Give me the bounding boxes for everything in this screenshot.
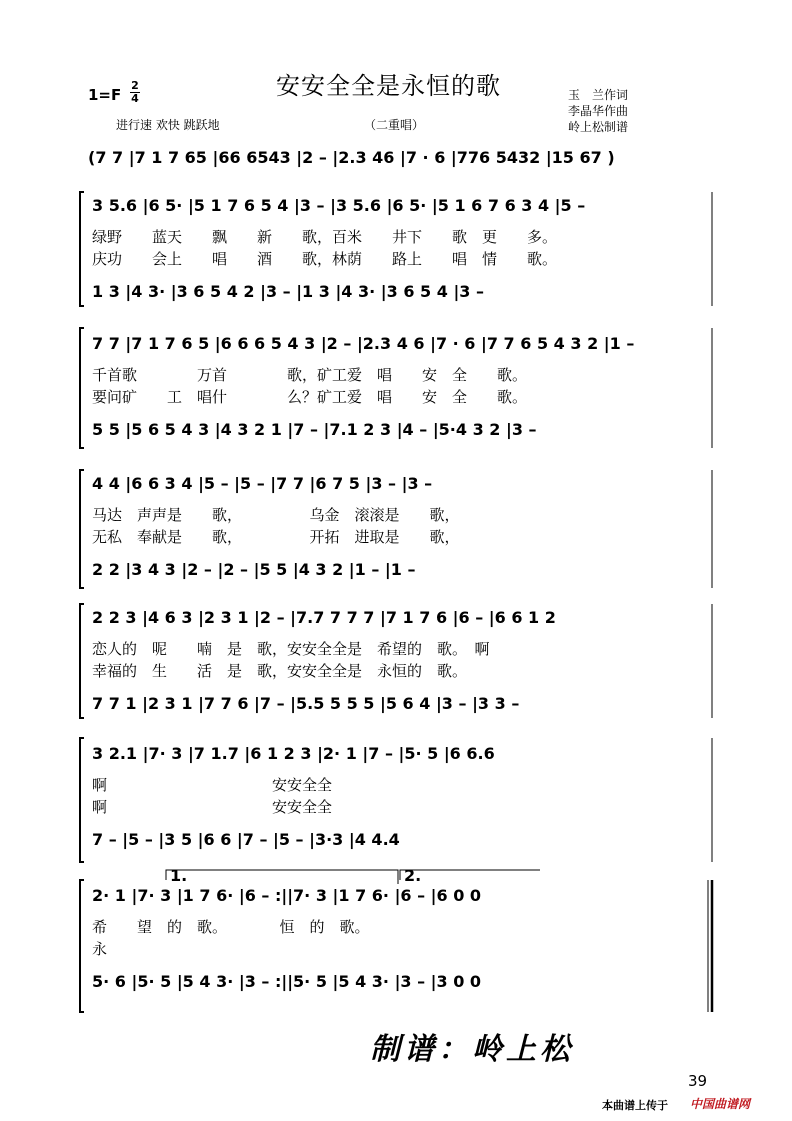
key-signature: 1=F [88, 86, 122, 104]
upper-voice-notes: 7 7 |7 1 7 6 5 |6 6 6 5 4 3 |2 – |2.3 4 6 |7 · 6 |7 7 6 5 4 3 2 |1 – [92, 334, 635, 353]
engraver-signature: 制谱：岭上松 [370, 1032, 574, 1067]
volta-1-label: 1. [170, 866, 188, 885]
upper-voice-notes: 2 2 3 |4 6 3 |2 3 1 |2 – |7.7 7 7 7 |7 1 7 6 |6 – |6 6 1 2 [92, 608, 556, 627]
lower-voice-notes: 7 – |5 – |3 5 |6 6 |7 – |5 – |3·3 |4 4.4 [92, 830, 400, 849]
lyric-verse-2: 啊 安安全全 [92, 798, 333, 816]
engraver-credit: 岭上松制谱 [568, 120, 629, 134]
lyric-verse-1: 马达 声声是 歌， 乌金 滚滚是 歌， [92, 506, 460, 524]
lower-voice-notes: 5· 6 |5· 5 |5 4 3· |3 – :||5· 5 |5 4 3· |3 – |3 0 0 [92, 972, 482, 991]
duet-marking: （二重唱） [364, 118, 425, 132]
upper-voice-notes: 2· 1 |7· 3 |1 7 6· |6 – :||7· 3 |1 7 6· |6 – |6 0 0 [92, 886, 482, 905]
lyric-verse-1: 希 望 的 歌。 恒 的 歌。 [92, 918, 370, 936]
composer-credit: 李晶华作曲 [568, 104, 629, 118]
time-signature-bottom: 4 [131, 92, 139, 105]
lyric-verse-2: 要问矿 工 唱什 么？矿工爱 唱 安 全 歌。 [92, 388, 528, 406]
upload-note: 本曲谱上传于 [602, 1099, 668, 1112]
time-signature-top: 2 [131, 79, 139, 92]
lyric-verse-1: 恋人的 呢 喃 是 歌，安安全全是 希望的 歌。 啊 [92, 640, 490, 658]
site-logo[interactable]: 中国曲谱网 [690, 1097, 751, 1111]
lyric-verse-2: 永 [92, 940, 108, 958]
volta-2-label: 2. [404, 866, 422, 885]
song-title: 安安全全是永恒的歌 [276, 72, 501, 100]
lower-voice-notes: 5 5 |5 6 5 4 3 |4 3 2 1 |7 – |7.1 2 3 |4 – |5·4 3 2 |3 – [92, 420, 537, 439]
page-number: 39 [688, 1072, 708, 1090]
lyric-verse-2: 幸福的 生 活 是 歌，安安全全是 永恒的 歌。 [92, 662, 468, 680]
tempo-marking: 进行速 欢快 跳跃地 [116, 118, 220, 132]
lower-voice-notes: 2 2 |3 4 3 |2 – |2 – |5 5 |4 3 2 |1 – |1 – [92, 560, 416, 579]
lyricist-credit: 玉 兰作词 [568, 88, 629, 102]
lyric-verse-2: 无私 奉献是 歌， 开拓 进取是 歌， [92, 528, 460, 546]
intro-notes: (7 7 |7 1 7 65 |66 6543 |2 – |2.3 46 |7 · 6 |776 5432 |15 67 ) [88, 148, 615, 167]
lyric-verse-2: 庆功 会上 唱 酒 歌，林荫 路上 唱 情 歌。 [92, 250, 558, 268]
upper-voice-notes: 3 2.1 |7· 3 |7 1.7 |6 1 2 3 |2· 1 |7 – |5· 5 |6 6.6 [92, 744, 495, 763]
upper-voice-notes: 4 4 |6 6 3 4 |5 – |5 – |7 7 |6 7 5 |3 – |3 – [92, 474, 433, 493]
lower-voice-notes: 1 3 |4 3· |3 6 5 4 2 |3 – |1 3 |4 3· |3 6 5 4 |3 – [92, 282, 484, 301]
lower-voice-notes: 7 7 1 |2 3 1 |7 7 6 |7 – |5.5 5 5 5 |5 6 4 |3 – |3 3 – [92, 694, 520, 713]
lyric-verse-1: 千首歌 万首 歌，矿工爱 唱 安 全 歌。 [92, 366, 528, 384]
lyric-verse-1: 绿野 蓝天 飘 新 歌，百米 井下 歌 更 多。 [92, 228, 558, 246]
upper-voice-notes: 3 5.6 |6 5· |5 1 7 6 5 4 |3 – |3 5.6 |6 5· |5 1 6 7 6 3 4 |5 – [92, 196, 586, 215]
lyric-verse-1: 啊 安安全全 [92, 776, 333, 794]
